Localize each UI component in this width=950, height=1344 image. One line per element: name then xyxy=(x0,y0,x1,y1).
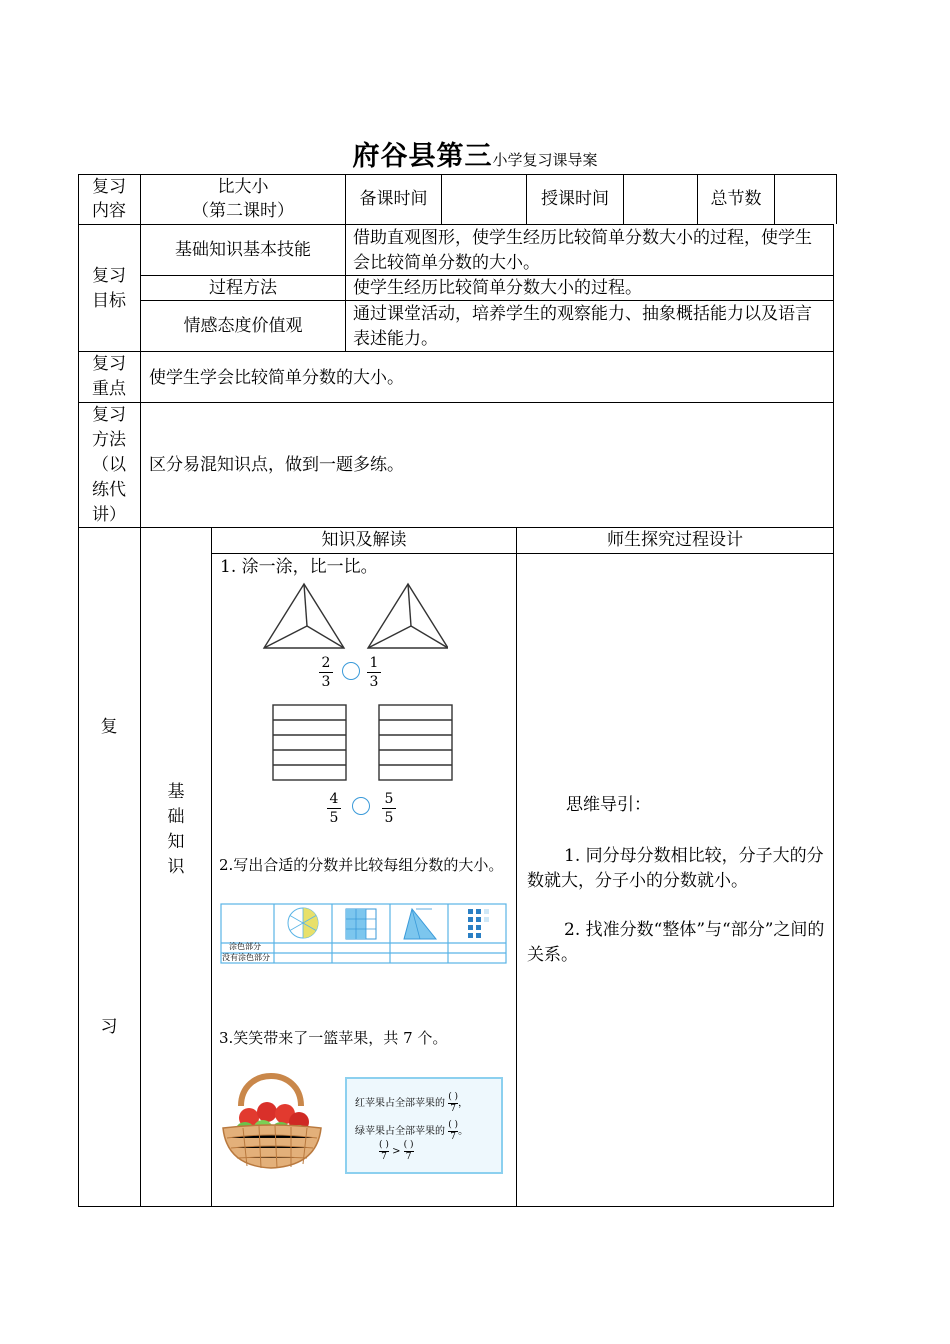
objective-text-attitude: 通过课堂活动，培养学生的观察能力、抽象概括能力以及语言表述能力。 xyxy=(353,304,812,349)
apple-basket-image xyxy=(219,1066,325,1170)
red-apple-text: 红苹果占全部苹果的 xyxy=(355,1098,445,1109)
table-border-bottom xyxy=(78,1206,834,1207)
table-line xyxy=(78,402,834,403)
objective-text-knowledge: 借助直观图形，使学生经历比较简单分数大小的过程，使学生会比较简单分数的大小。 xyxy=(353,228,812,273)
fraction-1-3 xyxy=(365,655,383,690)
review-side-char-1: 复 xyxy=(100,717,118,737)
topic-title: 比大小 xyxy=(217,177,269,197)
question-2: 2.写出合适的分数并比较每组分数的大小。 xyxy=(219,856,504,874)
greater-than-sign: > xyxy=(392,1146,401,1157)
triangle-figures xyxy=(262,582,448,652)
objective-name-knowledge: 基础知识基本技能 xyxy=(175,240,311,260)
question-3: 3.笑笑带来了一篮苹果，共 7 个。 xyxy=(219,1029,448,1047)
basic-knowledge-label: 基 础 知 识 xyxy=(167,782,185,877)
objectives-label: 复习 目标 xyxy=(92,266,126,311)
numerator: 5 xyxy=(384,791,394,807)
focus-label: 复习 重点 xyxy=(92,354,126,399)
table-line xyxy=(345,224,346,351)
title-school: 府谷县第三 xyxy=(352,141,493,172)
objective-name-attitude: 情感态度价值观 xyxy=(183,316,303,336)
blank-fraction[interactable]: ( ) 7 xyxy=(448,1120,459,1142)
numerator: 1 xyxy=(369,655,379,671)
teach-time-label: 授课时间 xyxy=(541,189,609,209)
fraction-2-3 xyxy=(317,655,335,690)
blank-fraction[interactable]: ( ) 7 xyxy=(448,1092,459,1114)
denominator: 5 xyxy=(329,810,339,826)
method-text: 区分易混知识点，做到一题多练。 xyxy=(149,455,404,475)
review-content-label: 复习 内容 xyxy=(92,177,126,221)
focus-text: 使学生学会比较简单分数的大小。 xyxy=(149,368,404,388)
total-lessons-label: 总节数 xyxy=(710,189,762,209)
guide-point-1: 1. 同分母分数相比较，分子大的分数就大，分子小的分数就小。 xyxy=(527,846,824,891)
blank-fraction[interactable]: ( ) 7 xyxy=(379,1140,389,1162)
fraction-5-5 xyxy=(380,791,398,826)
rectangle-right xyxy=(379,705,452,780)
table-line xyxy=(623,174,624,224)
fraction-4-5 xyxy=(325,791,343,826)
table-line xyxy=(516,527,517,1207)
blank-fraction[interactable]: ( ) 7 xyxy=(403,1140,414,1162)
parallelogram-icon xyxy=(404,909,436,939)
guide-point-2: 2. 找准分数“整体”与“部分”之间的关系。 xyxy=(527,920,825,965)
green-apple-text: 绿苹果占全部苹果的 xyxy=(355,1126,445,1137)
denominator: 5 xyxy=(384,810,394,826)
numerator: 4 xyxy=(329,791,339,807)
rectangle-left xyxy=(273,705,346,780)
compare-circle-1[interactable] xyxy=(342,662,360,680)
numerator: 2 xyxy=(321,655,331,671)
col-header-knowledge: 知识及解读 xyxy=(321,530,407,550)
title-doc-type: 小学复习课导案 xyxy=(492,151,598,169)
review-side-char-2: 习 xyxy=(100,1017,118,1037)
topic-subtitle: （第二课时） xyxy=(192,201,294,221)
prep-time-label: 备课时间 xyxy=(359,189,428,209)
objective-name-process: 过程方法 xyxy=(209,278,277,298)
denominator: 3 xyxy=(369,674,379,690)
table-line xyxy=(211,553,834,554)
page-title xyxy=(0,134,950,173)
guide-title: 思维导引： xyxy=(566,795,651,815)
table-border-right xyxy=(833,224,834,1207)
table-line xyxy=(774,174,775,224)
table-line xyxy=(78,224,834,225)
dots-icon xyxy=(468,909,489,938)
pie-shape-icon xyxy=(288,908,318,938)
objective-text-process: 使学生经历比较简单分数大小的过程。 xyxy=(353,278,642,298)
col-header-design: 师生探究过程设计 xyxy=(607,530,743,550)
apple-fraction-card: 红苹果占全部苹果的 ( ) 7 ， 绿苹果占全部苹果的 ( ) 7 。 ( ) 7 > ( ) 7 xyxy=(345,1077,503,1174)
table-line xyxy=(441,174,442,224)
table-line xyxy=(836,174,837,224)
method-label: 复习 方法 （以 练代 讲） xyxy=(92,405,126,525)
grid-square-icon xyxy=(346,909,376,939)
table-line xyxy=(211,527,212,1207)
rectangle-figures xyxy=(272,704,454,782)
question-1: 1. 涂一涂，比一比。 xyxy=(220,557,378,577)
denominator: 3 xyxy=(321,674,331,690)
unshaded-part-label: 没有涂色部分 xyxy=(222,953,270,962)
table-border-left xyxy=(78,174,79,1207)
shaded-part-label: 涂色部分 xyxy=(229,942,261,951)
compare-circle-2[interactable] xyxy=(352,797,370,815)
